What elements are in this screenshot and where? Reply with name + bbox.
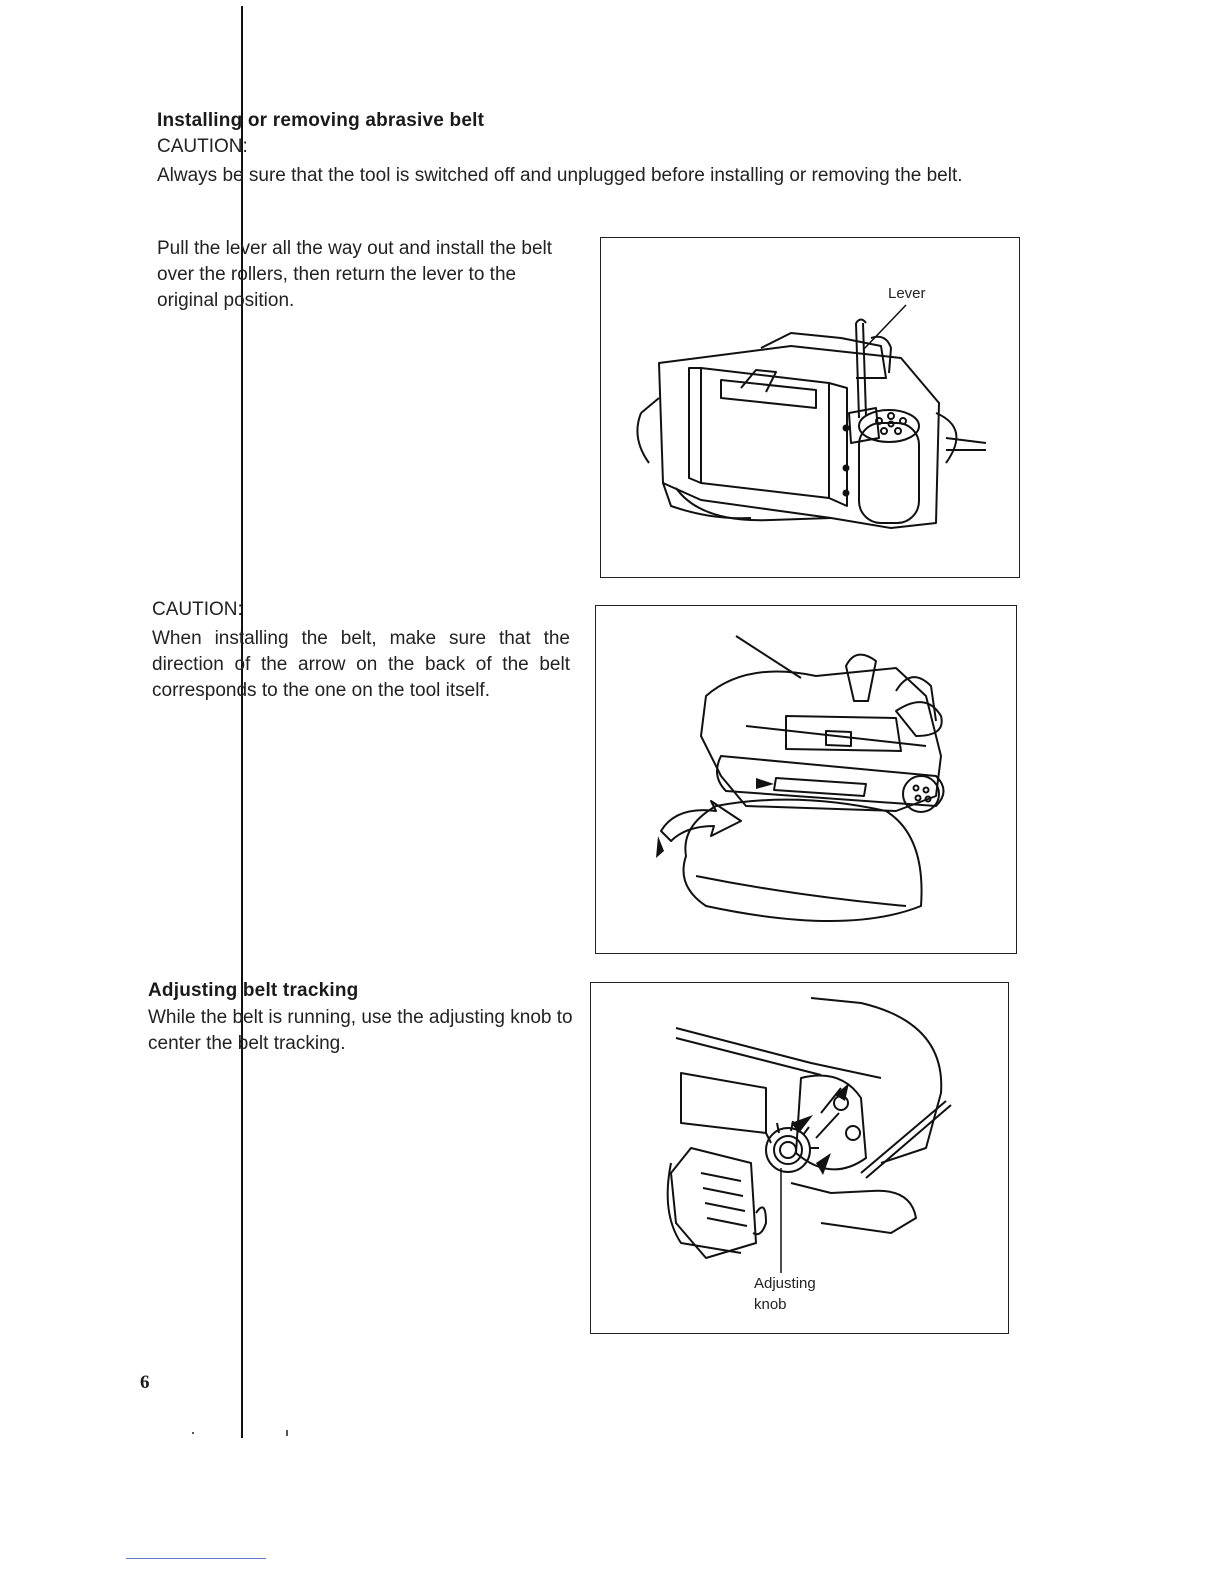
caution-label: CAUTION: (157, 136, 248, 157)
caution-label-2: CAUTION: (152, 599, 243, 620)
lever-label: Lever (888, 285, 926, 302)
figure-adjusting-knob (590, 982, 1009, 1334)
figure-lever (600, 237, 1020, 578)
caution-text: Always be sure that the tool is switched off and unplugged before installing or removing the belt. (157, 165, 963, 186)
bottom-rule (126, 1558, 266, 1559)
adjusting-knob-label-line1: Adjusting (754, 1275, 816, 1292)
caution-text-2: When installing the belt, make sure that the direction of the arrow on the back of the belt corresponds to the one on the tool itself. (152, 628, 570, 701)
scan-speck (286, 1430, 288, 1436)
sander-lever-illustration (601, 238, 1019, 577)
binding-margin-line (241, 6, 243, 1438)
section-heading-belt-tracking: Adjusting belt tracking (148, 980, 359, 1001)
adjusting-knob-label-line2: knob (754, 1296, 787, 1313)
figure-belt-direction (595, 605, 1017, 954)
section-heading-installing-belt: Installing or removing abrasive belt (157, 110, 485, 131)
page-number: 6 (140, 1372, 150, 1393)
scan-speck (192, 1432, 194, 1434)
tracking-instruction: While the belt is running, use the adjusting knob to center the belt tracking. (148, 1007, 573, 1054)
belt-direction-illustration (596, 606, 1016, 953)
instruction-text: Pull the lever all the way out and install the belt over the rollers, then return the lever to the original position. (157, 238, 553, 311)
